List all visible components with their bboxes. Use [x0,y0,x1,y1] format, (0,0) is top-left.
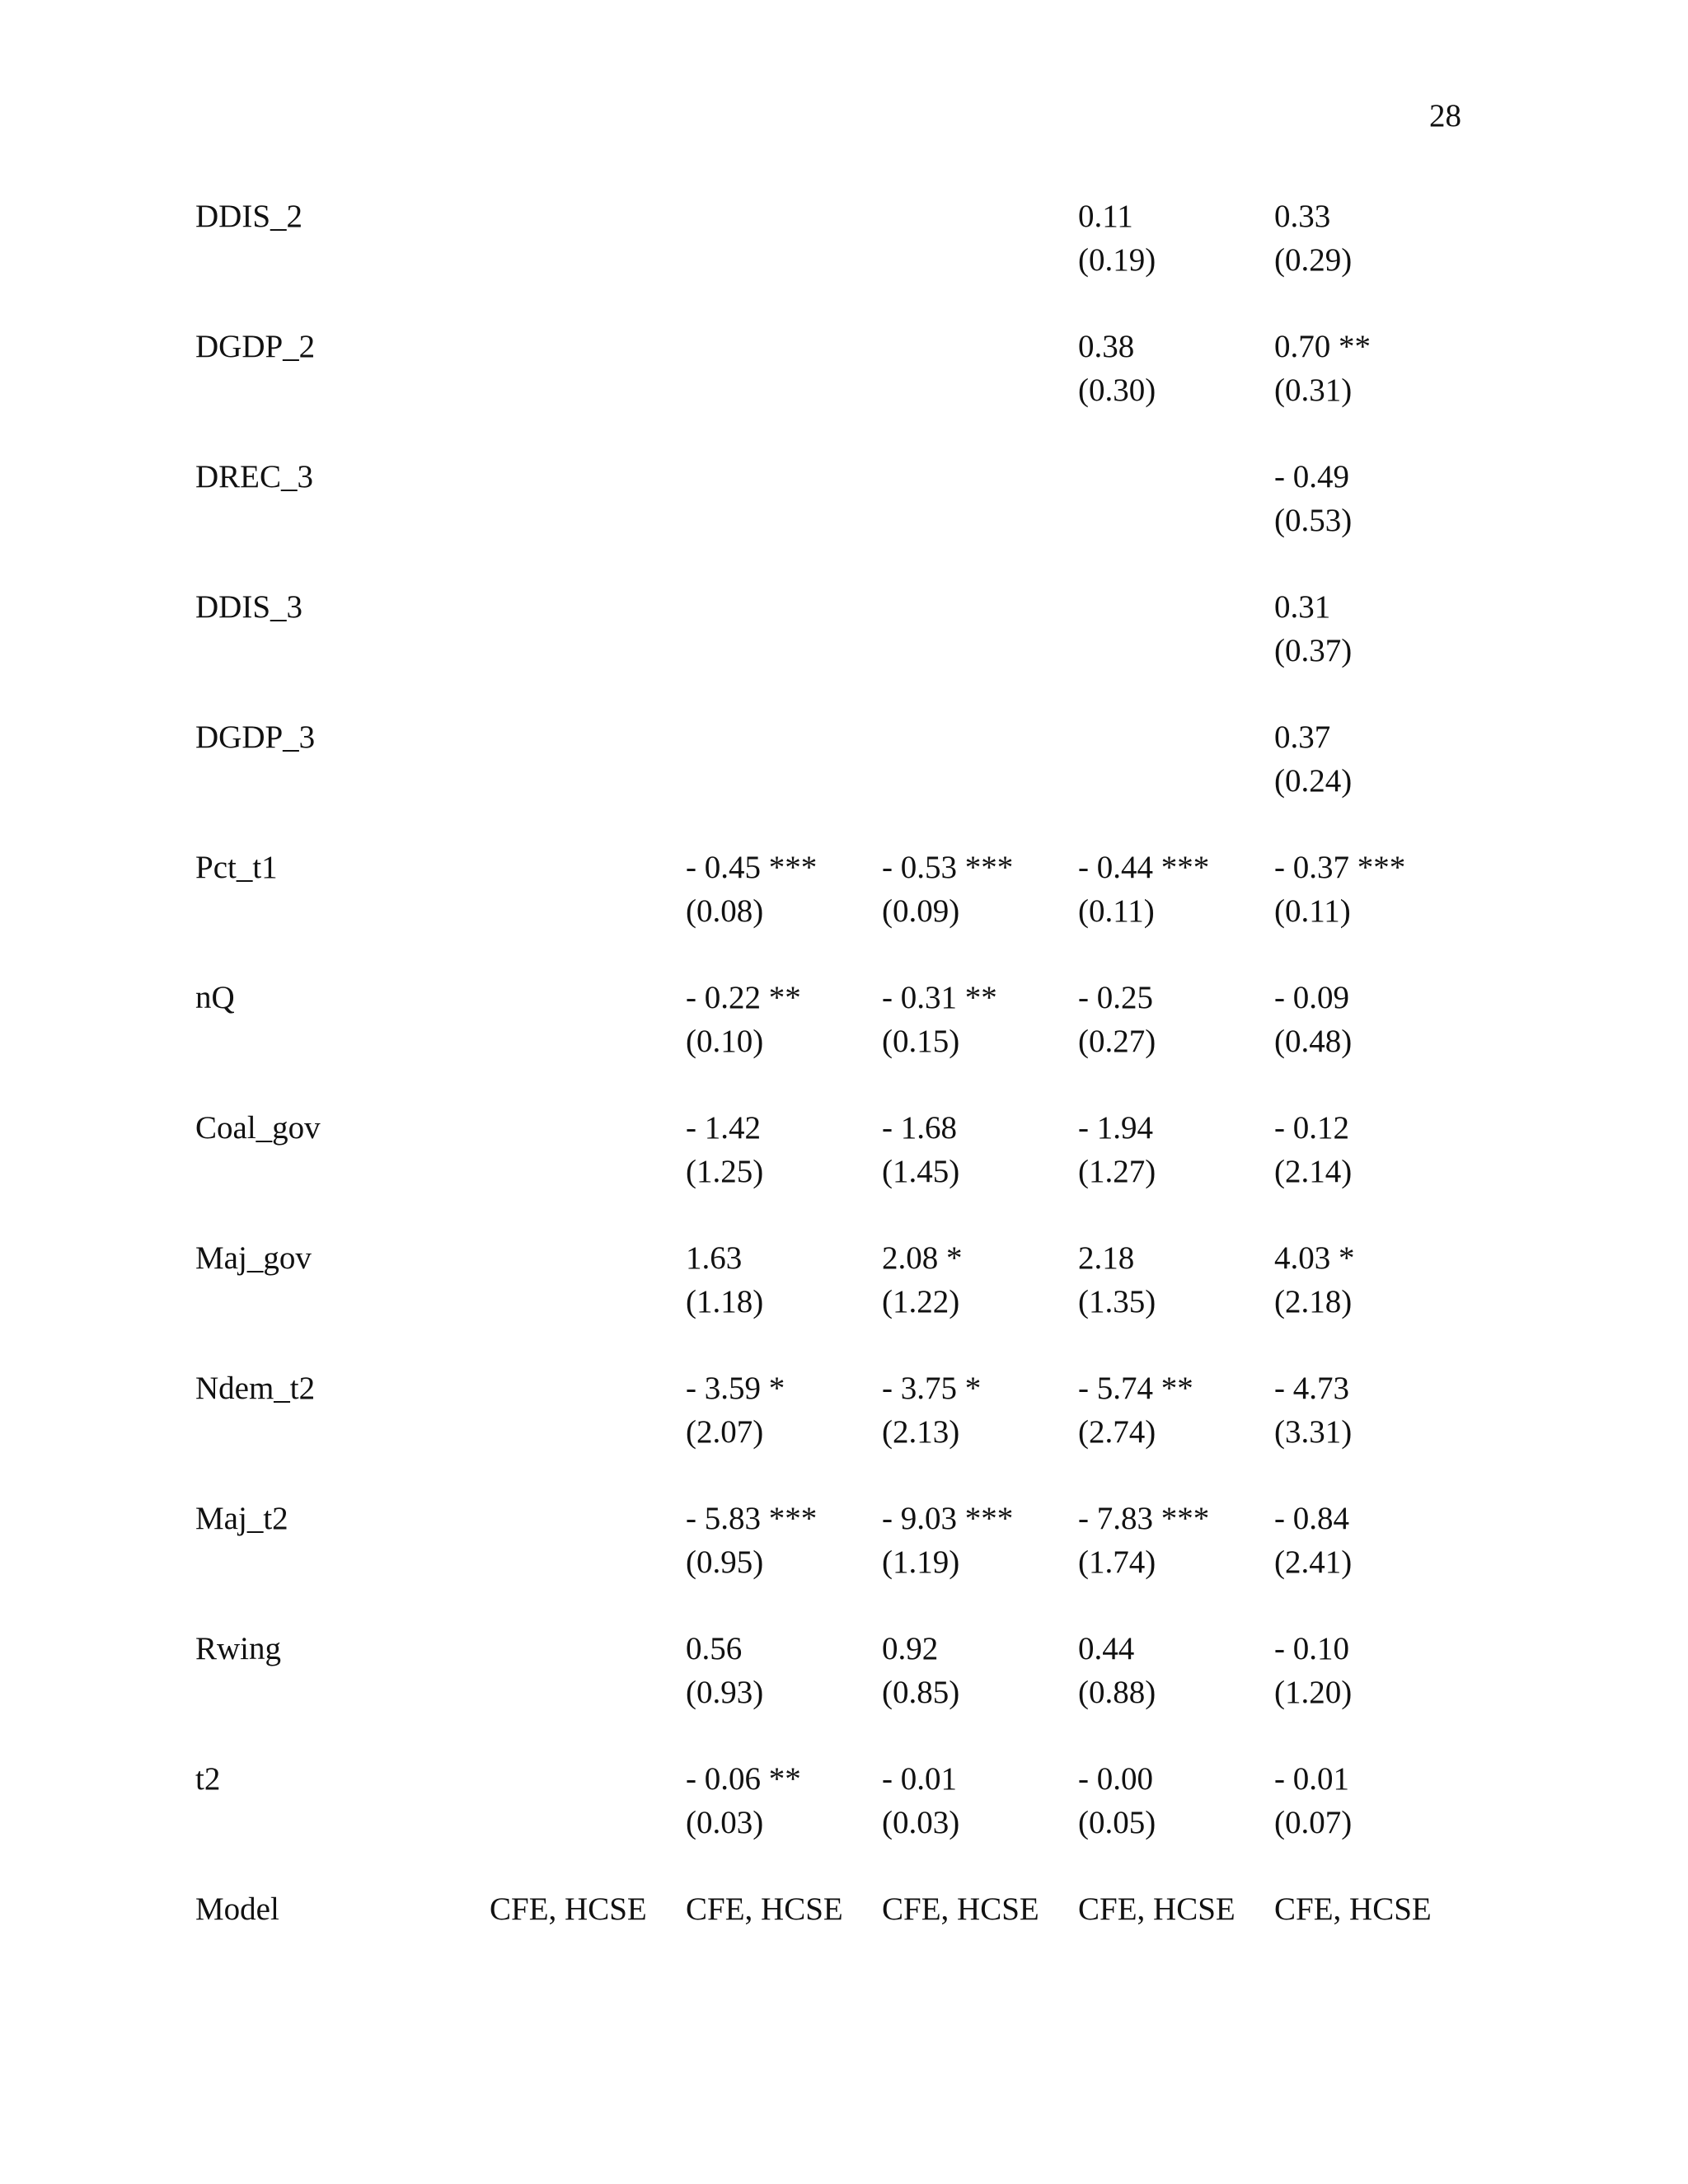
standard-error: (2.41) [1274,1544,1353,1580]
coefficient: - 0.84 [1274,1501,1349,1536]
coefficient: - 1.94 [1078,1110,1153,1146]
standard-error: (0.08) [686,893,764,929]
coefficient-cell [1078,194,1156,282]
coefficient: - 5.83 *** [686,1501,818,1536]
coefficient-cell [1078,1106,1156,1193]
coefficient-cell [1078,1497,1209,1584]
standard-error: (2.14) [1274,1154,1353,1189]
row-label: Maj_t2 [195,1501,288,1536]
coefficient-cell [882,976,997,1063]
table-row [195,1366,1555,1497]
standard-error: (0.05) [1078,1805,1156,1840]
coefficient-cell [1274,715,1352,803]
standard-error: (1.35) [1078,1284,1156,1319]
coefficient: 0.11 [1078,199,1133,234]
table-row [195,325,1555,455]
table-row [195,715,1555,846]
standard-error: (0.31) [1274,373,1353,408]
coefficient: 0.92 [882,1631,939,1666]
coefficient-cell [1274,325,1371,412]
coefficient-cell [686,1497,817,1584]
coefficient-cell [1274,846,1405,933]
coefficient: - 0.49 [1274,459,1349,494]
standard-error: (0.15) [882,1024,960,1059]
standard-error: (0.53) [1274,503,1353,538]
coefficient-cell [882,1497,1013,1584]
coefficient-cell [686,1366,785,1454]
row-label: Pct_t1 [195,850,278,885]
coefficient-cell [1274,455,1352,542]
coefficient: 2.08 * [882,1240,963,1276]
coefficient: 0.31 [1274,589,1331,625]
table-row [195,1236,1555,1366]
coefficient-cell [1274,585,1352,673]
coefficient: 0.70 ** [1274,329,1371,364]
coefficient-cell [686,846,817,933]
regression-table [195,194,1555,1937]
standard-error: (0.93) [686,1675,764,1710]
table-row [195,1757,1555,1887]
standard-error: (1.19) [882,1544,960,1580]
coefficient-cell [1078,1366,1193,1454]
coefficient: 0.37 [1274,719,1331,755]
coefficient: - 0.45 *** [686,850,818,885]
coefficient: - 0.12 [1274,1110,1349,1146]
coefficient: 0.38 [1078,329,1135,364]
model-row [195,1887,1555,1937]
coefficient-cell [882,1627,959,1714]
standard-error: (2.07) [686,1414,764,1450]
coefficient-cell [882,846,1013,933]
coefficient-cell [882,1106,959,1193]
standard-error: (0.37) [1274,633,1353,668]
coefficient-cell [1078,1236,1156,1324]
row-label: Rwing [195,1631,282,1666]
model-value: CFE, HCSE [686,1891,843,1927]
table-row [195,1497,1555,1627]
coefficient: - 3.59 * [686,1371,785,1406]
coefficient-cell [686,1757,801,1844]
coefficient: 2.18 [1078,1240,1135,1276]
table-row [195,585,1555,715]
row-label: Maj_gov [195,1240,312,1276]
coefficient: 1.63 [686,1240,743,1276]
coefficient-cell [882,1366,981,1454]
model-value: CFE, HCSE [490,1891,647,1927]
row-label: Model [195,1891,279,1927]
model-value: CFE, HCSE [1274,1891,1432,1927]
standard-error: (0.11) [1078,893,1155,929]
standard-error: (0.07) [1274,1805,1353,1840]
standard-error: (1.25) [686,1154,764,1189]
coefficient: - 0.37 *** [1274,850,1406,885]
standard-error: (1.27) [1078,1154,1156,1189]
standard-error: (0.85) [882,1675,960,1710]
row-label: Ndem_t2 [195,1371,316,1406]
coefficient: - 4.73 [1274,1371,1349,1406]
standard-error: (3.31) [1274,1414,1353,1450]
coefficient-cell [1078,846,1209,933]
coefficient: - 7.83 *** [1078,1501,1210,1536]
standard-error: (2.13) [882,1414,960,1450]
standard-error: (1.18) [686,1284,764,1319]
standard-error: (0.30) [1078,373,1156,408]
row-label: nQ [195,980,235,1015]
coefficient-cell [1274,1236,1355,1324]
coefficient-cell [882,1757,959,1844]
coefficient-cell [1274,1497,1352,1584]
coefficient-cell [686,976,801,1063]
coefficient: - 0.31 ** [882,980,997,1015]
standard-error: (0.29) [1274,242,1353,278]
coefficient: - 0.53 *** [882,850,1014,885]
coefficient: - 0.06 ** [686,1761,801,1797]
standard-error: (0.27) [1078,1024,1156,1059]
coefficient: - 0.44 *** [1078,850,1210,885]
table-row [195,846,1555,976]
coefficient: - 0.01 [882,1761,957,1797]
table-row [195,194,1555,325]
coefficient: 4.03 * [1274,1240,1355,1276]
coefficient-cell [686,1627,763,1714]
standard-error: (0.95) [686,1544,764,1580]
standard-error: (0.48) [1274,1024,1353,1059]
coefficient-cell [1274,1627,1352,1714]
standard-error: (1.45) [882,1154,960,1189]
coefficient: - 0.00 [1078,1761,1153,1797]
coefficient-cell [1274,1366,1352,1454]
model-value: CFE, HCSE [1078,1891,1236,1927]
coefficient: 0.56 [686,1631,743,1666]
table-row [195,455,1555,585]
table-row [195,976,1555,1106]
standard-error: (0.03) [686,1805,764,1840]
coefficient-cell [1078,325,1156,412]
coefficient-cell [686,1236,763,1324]
coefficient-cell [1078,1627,1156,1714]
coefficient: - 1.68 [882,1110,957,1146]
row-label: DGDP_2 [195,329,316,364]
coefficient: - 0.10 [1274,1631,1349,1666]
coefficient-cell [686,1106,763,1193]
table-row [195,1106,1555,1236]
coefficient-cell [1078,976,1156,1063]
row-label: DDIS_2 [195,199,303,234]
coefficient-cell [1274,1106,1352,1193]
coefficient-cell [882,1236,963,1324]
row-label: DGDP_3 [195,719,316,755]
standard-error: (0.11) [1274,893,1351,929]
coefficient-cell [1274,976,1352,1063]
standard-error: (2.74) [1078,1414,1156,1450]
standard-error: (1.22) [882,1284,960,1319]
coefficient-cell [1274,1757,1352,1844]
standard-error: (2.18) [1274,1284,1353,1319]
standard-error: (1.74) [1078,1544,1156,1580]
coefficient: - 5.74 ** [1078,1371,1193,1406]
coefficient: - 9.03 *** [882,1501,1014,1536]
standard-error: (0.09) [882,893,960,929]
coefficient: - 0.09 [1274,980,1349,1015]
standard-error: (1.20) [1274,1675,1353,1710]
table-row [195,1627,1555,1757]
page-number: 28 [1429,98,1461,134]
standard-error: (0.24) [1274,763,1353,799]
coefficient-cell [1078,1757,1156,1844]
coefficient-cell [1274,194,1352,282]
row-label: DREC_3 [195,459,314,494]
coefficient: 0.33 [1274,199,1331,234]
coefficient: - 0.25 [1078,980,1153,1015]
standard-error: (0.10) [686,1024,764,1059]
coefficient: - 3.75 * [882,1371,982,1406]
coefficient: - 1.42 [686,1110,761,1146]
standard-error: (0.19) [1078,242,1156,278]
table-body [195,194,1555,1887]
coefficient: - 0.01 [1274,1761,1349,1797]
coefficient: 0.44 [1078,1631,1135,1666]
model-value: CFE, HCSE [882,1891,1039,1927]
standard-error: (0.88) [1078,1675,1156,1710]
row-label: t2 [195,1761,221,1797]
coefficient: - 0.22 ** [686,980,801,1015]
row-label: Coal_gov [195,1110,321,1146]
standard-error: (0.03) [882,1805,960,1840]
row-label: DDIS_3 [195,589,303,625]
